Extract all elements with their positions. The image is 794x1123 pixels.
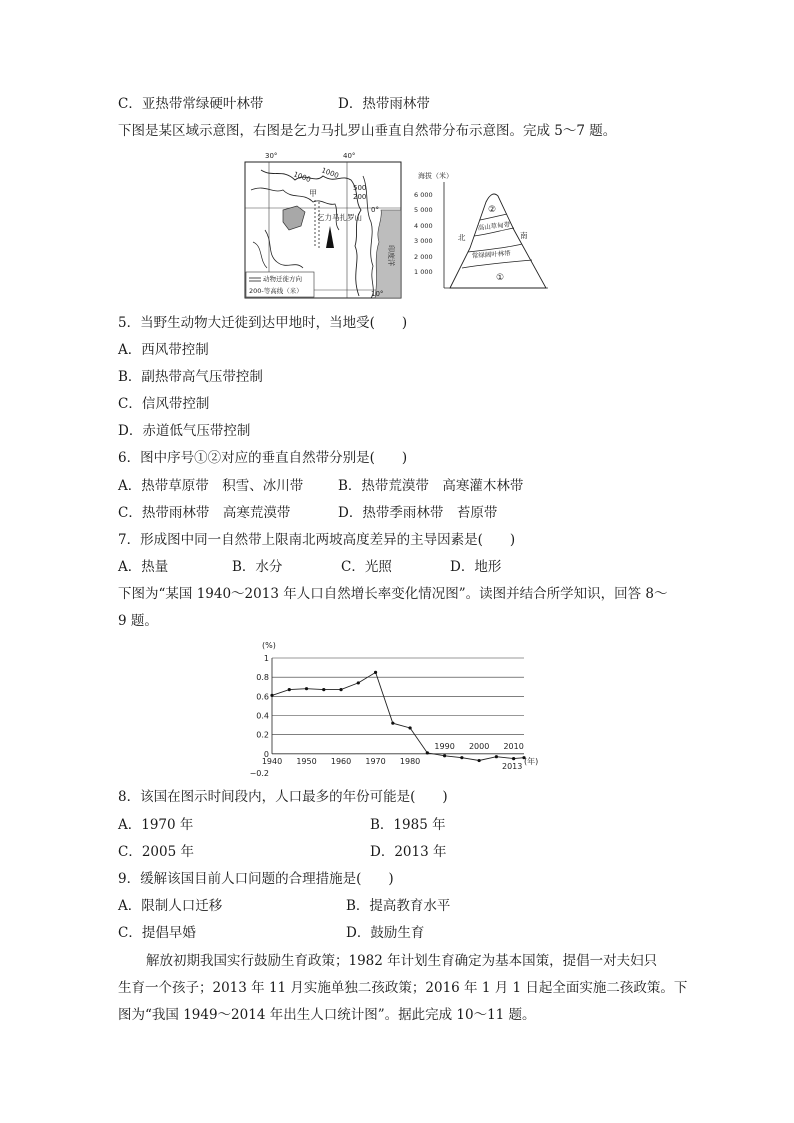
q5-option-d: D．赤道低气压带控制 xyxy=(118,423,251,439)
chart-ytick-label: −0.2 xyxy=(249,769,269,778)
question-8: 8．该国在图示时间段内，人口最多的年份可能是( ) xyxy=(118,789,448,805)
mountain-tick-2000: 2 000 xyxy=(414,253,433,261)
map-lat40: 40° xyxy=(343,152,356,160)
chart-ytick-label: 1 xyxy=(263,654,269,663)
mountain-ylabel: 海拔（米） xyxy=(418,172,453,180)
q8-option-b: B．1985 年 xyxy=(370,817,446,833)
mountain-zone-diagram xyxy=(410,168,552,294)
q5-option-b: B．副热带高气压带控制 xyxy=(118,369,263,385)
question-5: 5．当野生动物大迁徙到达甲地时，当地受( ) xyxy=(118,315,408,331)
mountain-tick-1000: 1 000 xyxy=(414,268,433,276)
mountain-south: 南 xyxy=(520,231,528,240)
chart-xtick-label: 2010 xyxy=(503,741,524,751)
chart-point xyxy=(288,688,291,691)
q9-option-a: A．限制人口迁移 xyxy=(118,898,223,914)
mountain-zone-forest: 常绿阔叶林带 xyxy=(471,249,512,260)
chart-point xyxy=(512,757,515,760)
map-kili: 乞力马扎罗山 xyxy=(317,213,362,222)
policy-paragraph-line3: 图为“我国 1949～2014 年出生人口统计图”。据此完成 10～11 题。 xyxy=(118,1007,536,1023)
chart-point xyxy=(322,688,325,691)
question-7: 7．形成图中同一自然带上限南北两坡高度差异的主导因素是( ) xyxy=(118,532,516,548)
chart-ylabel: (%) xyxy=(262,641,276,650)
q6-option-d: D．热带季雨林带 苔原带 xyxy=(338,505,498,521)
map-lat30: 30° xyxy=(265,152,278,160)
q6-option-b: B．热带荒漠带 高寒灌木林带 xyxy=(338,478,524,494)
q6-option-a: A．热带草原带 积雪、冰川带 xyxy=(118,478,304,494)
chart-point xyxy=(391,722,394,725)
q9-option-c: C．提倡早婚 xyxy=(118,925,196,941)
chart-point xyxy=(443,754,446,757)
mountain-tick-5000: 5 000 xyxy=(414,206,433,214)
chart-ytick-label: 0.8 xyxy=(256,673,269,683)
q8-option-a: A．1970 年 xyxy=(118,817,194,833)
chart-xtick-label: 1940 xyxy=(261,756,283,766)
map-equator: 0° xyxy=(371,206,379,214)
q7-option-c: C．光照 xyxy=(341,559,392,575)
map-jia: 甲 xyxy=(309,189,317,198)
growth-rate-chart xyxy=(248,638,548,780)
region-map xyxy=(243,150,403,300)
intro-5-7: 下图是某区域示意图，右图是乞力马扎罗山垂直自然带分布示意图。完成 5～7 题。 xyxy=(118,123,617,139)
chart-xtick-label: 1970 xyxy=(365,756,386,766)
q9-option-b: B．提高教育水平 xyxy=(346,898,451,914)
map-c200: 200 xyxy=(353,193,367,201)
mountain-zone-2: ② xyxy=(488,205,497,215)
intro-8-9-line2: 9 题。 xyxy=(118,613,158,629)
chart-point xyxy=(408,726,411,729)
chart-xtick-label: 1980 xyxy=(399,756,421,766)
map-c1000b: 1000 xyxy=(320,166,340,180)
question-9: 9．缓解该国目前人口问题的合理措施是( ) xyxy=(118,871,394,887)
map-legend-migration: 动物迁徙方向 xyxy=(263,275,302,283)
chart-point xyxy=(339,688,342,691)
chart-xtick-label: 1960 xyxy=(330,756,352,766)
mountain-north: 北 xyxy=(458,233,466,242)
chart-ytick-label: 0.2 xyxy=(256,730,269,740)
chart-point xyxy=(426,751,429,754)
mountain-ticks xyxy=(414,191,433,276)
chart-point xyxy=(460,756,463,759)
q7-option-d: D．地形 xyxy=(450,559,502,575)
chart-point xyxy=(270,694,273,697)
q7-option-a: A．热量 xyxy=(118,559,169,575)
mountain-tick-3000: 3 000 xyxy=(414,237,433,245)
mountain-tick-6000: 6 000 xyxy=(414,191,433,199)
map-legend-contour: 200-等高线（米） xyxy=(249,287,303,295)
chart-point xyxy=(495,755,498,758)
mountain-zone-meadow: 高山草甸带 xyxy=(477,220,511,232)
chart-xlabel: (年) xyxy=(524,757,539,766)
map-s10: 10° xyxy=(371,290,384,298)
option-c-prev: C．亚热带常绿硬叶林带 xyxy=(118,96,264,112)
question-6: 6．图中序号①②对应的垂直自然带分别是( ) xyxy=(118,450,408,466)
map-ocean: 印度洋 xyxy=(387,245,395,266)
q5-option-a: A．西风带控制 xyxy=(118,342,209,358)
policy-paragraph-line1: 解放初期我国实行鼓励生育政策；1982 年计划生育确定为基本国策，提倡一对夫妇只 xyxy=(146,953,658,969)
q5-option-c: C．信风带控制 xyxy=(118,396,210,412)
option-d-prev: D．热带雨林带 xyxy=(338,96,430,112)
chart-xtick-label: 1990 xyxy=(434,741,455,751)
map-c1000a: 1000 xyxy=(292,170,312,184)
chart-point xyxy=(374,671,377,674)
mountain-tick-4000: 4 000 xyxy=(414,222,433,230)
chart-xtick-label: 2000 xyxy=(468,741,490,751)
q6-option-c: C．热带雨林带 高寒荒漠带 xyxy=(118,505,291,521)
chart-xtick-label: 1950 xyxy=(296,756,317,766)
chart-point xyxy=(357,681,360,684)
chart-ytick-label: 0.6 xyxy=(256,692,269,702)
chart-ytick-label: 0.4 xyxy=(256,711,269,721)
q9-option-d: D．鼓励生育 xyxy=(346,925,425,941)
mountain-zone-1: ① xyxy=(496,273,505,283)
chart-point xyxy=(305,687,308,690)
policy-paragraph-line2: 生育一个孩子；2013 年 11 月实施单独二孩政策；2016 年 1 月 1 日起全面实施二孩政策。下 xyxy=(118,980,688,996)
chart-ytick-label: 0 xyxy=(263,749,269,759)
chart-point xyxy=(478,759,481,762)
q8-option-c: C．2005 年 xyxy=(118,844,194,860)
chart-x-end: 2013 xyxy=(502,762,523,771)
q8-option-d: D．2013 年 xyxy=(370,844,447,860)
intro-8-9-line1: 下图为“某国 1940～2013 年人口自然增长率变化情况图”。读图并结合所学知识，回答 8～ xyxy=(118,586,668,602)
q7-option-b: B．水分 xyxy=(232,559,283,575)
map-c500: 500 xyxy=(353,184,367,192)
